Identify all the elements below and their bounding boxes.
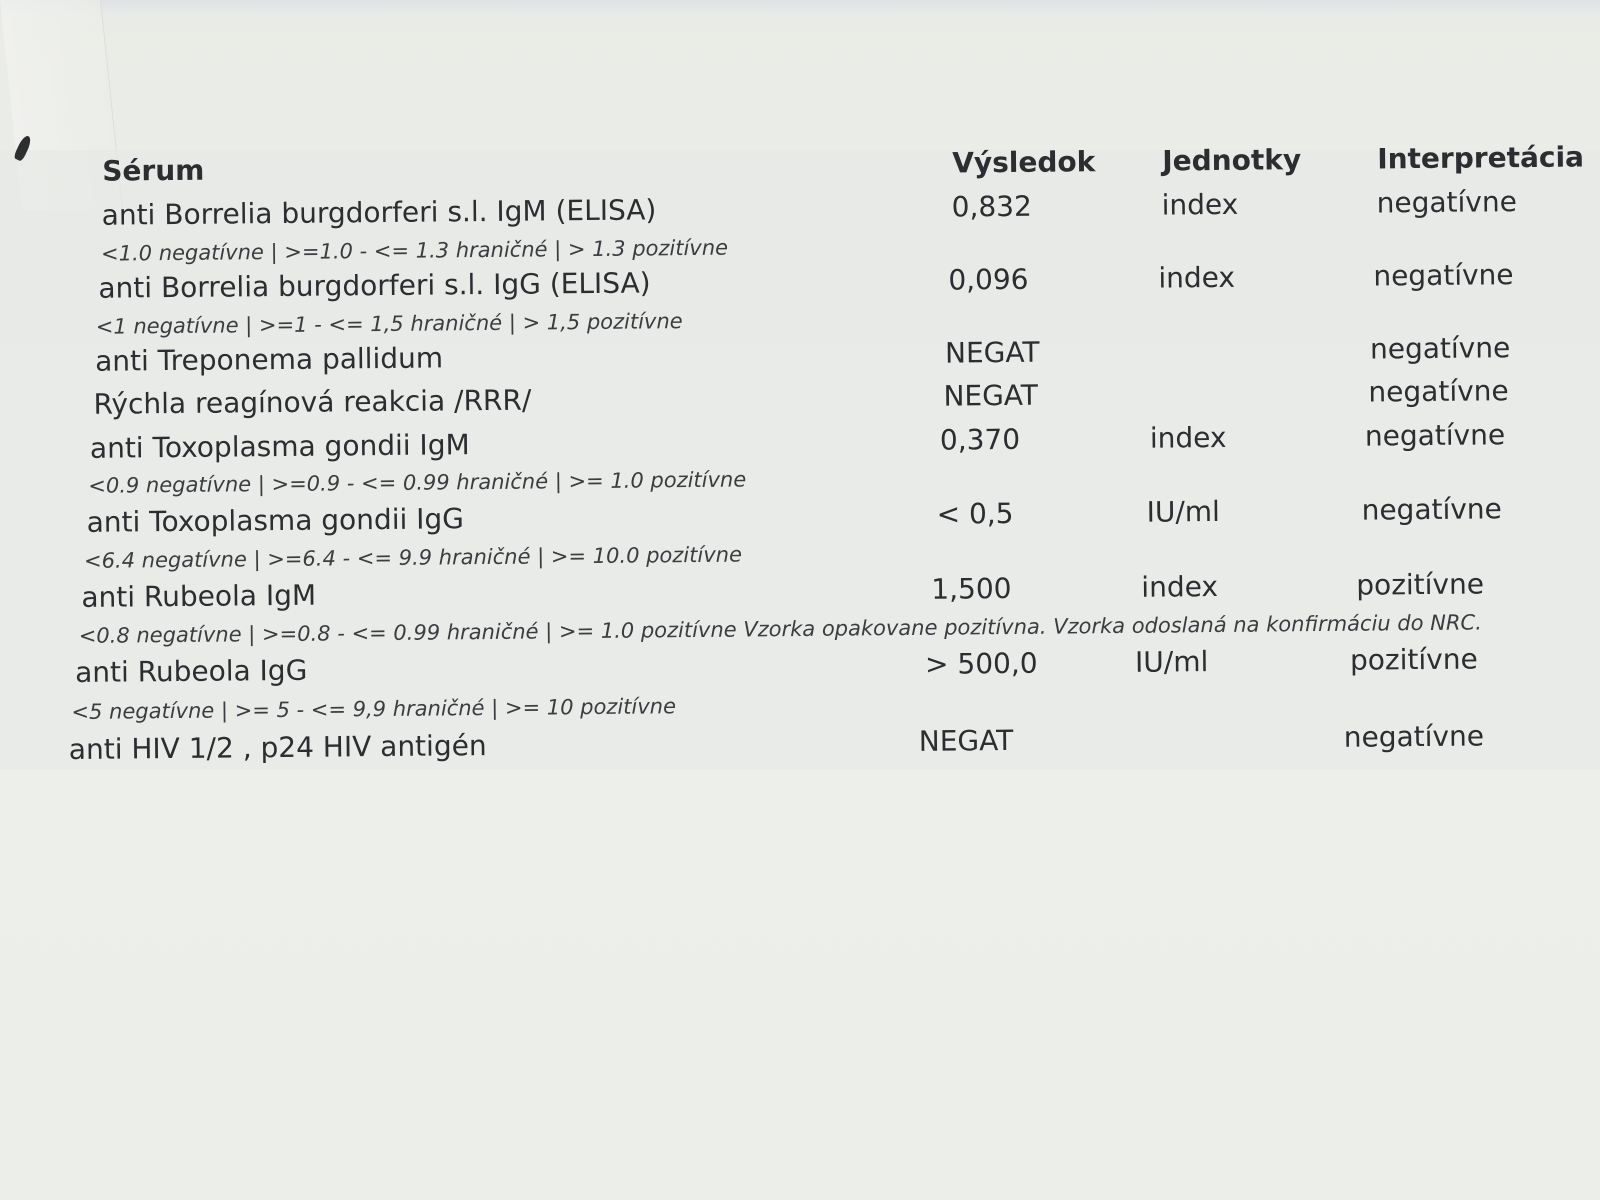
header-unit: Jednotky	[1162, 143, 1302, 178]
reference-range: <1.0 negatívne | >=1.0 - <= 1.3 hraničné | > 1.3 pozitívne	[100, 235, 729, 266]
test-name: anti Treponema pallidum	[94, 341, 444, 378]
test-interpretation: negatívne	[1369, 331, 1511, 366]
test-value: > 500,0	[924, 646, 1038, 681]
test-unit: index	[1149, 420, 1227, 455]
test-interpretation: negatívne	[1373, 258, 1514, 293]
test-name: anti Rubeola IgM	[81, 578, 317, 614]
test-name: anti HIV 1/2 , p24 HIV antigén	[68, 729, 487, 767]
reference-range: <1 negatívne | >=1 - <= 1,5 hraničné | > 1,5 pozitívne	[95, 309, 683, 339]
test-interpretation: negatívne	[1364, 418, 1506, 453]
test-value: NEGAT	[943, 378, 1039, 413]
test-unit: index	[1158, 260, 1236, 295]
header-name: Sérum	[102, 153, 205, 188]
test-value: < 0,5	[936, 496, 1014, 531]
header-value: Výsledok	[952, 145, 1096, 180]
test-name: anti Borrelia burgdorferi s.l. IgM (ELISA)	[101, 193, 657, 232]
test-interpretation: pozitívne	[1349, 642, 1478, 677]
test-name: anti Rubeola IgG	[74, 653, 308, 689]
test-interpretation: negatívne	[1368, 374, 1509, 409]
header-interpretation: Interpretácia	[1377, 140, 1585, 176]
test-value: NEGAT	[944, 335, 1040, 370]
test-unit: index	[1141, 569, 1219, 604]
test-value: NEGAT	[918, 723, 1014, 758]
test-interpretation: negatívne	[1361, 492, 1502, 527]
test-unit: index	[1161, 187, 1239, 222]
reference-range: <0.9 negatívne | >=0.9 - <= 0.99 hraničné | >= 1.0 pozitívne	[88, 467, 747, 498]
test-value: 0,096	[948, 262, 1029, 297]
test-unit: IU/ml	[1146, 494, 1221, 529]
test-name: Rýchla reagínová reakcia /RRR/	[93, 383, 532, 421]
reference-range: <6.4 negatívne | >=6.4 - <= 9.9 hraničné | >= 10.0 pozitívne	[83, 542, 743, 573]
test-interpretation: negatívne	[1343, 719, 1485, 754]
test-value: 0,832	[951, 189, 1033, 224]
test-name: anti Toxoplasma gondii IgM	[89, 428, 470, 465]
test-value: 1,500	[931, 571, 1012, 606]
test-interpretation: pozitívne	[1356, 567, 1485, 602]
reference-range: <5 negatívne | >= 5 - <= 9,9 hraničné | >= 10 pozitívne	[71, 694, 677, 725]
test-value: 0,370	[939, 422, 1021, 457]
test-interpretation: negatívne	[1376, 185, 1518, 220]
test-name: anti Borrelia burgdorferi s.l. IgG (ELISA)	[98, 266, 651, 305]
test-unit: IU/ml	[1134, 645, 1209, 679]
reference-range: <0.8 negatívne | >=0.8 - <= 0.99 hraničné | >= 1.0 pozitívne Vzorka opakovane pozitívna. Vzorka odoslaná na konfirmáciu do NRC.	[78, 610, 1482, 648]
test-name: anti Toxoplasma gondii IgG	[86, 502, 465, 539]
